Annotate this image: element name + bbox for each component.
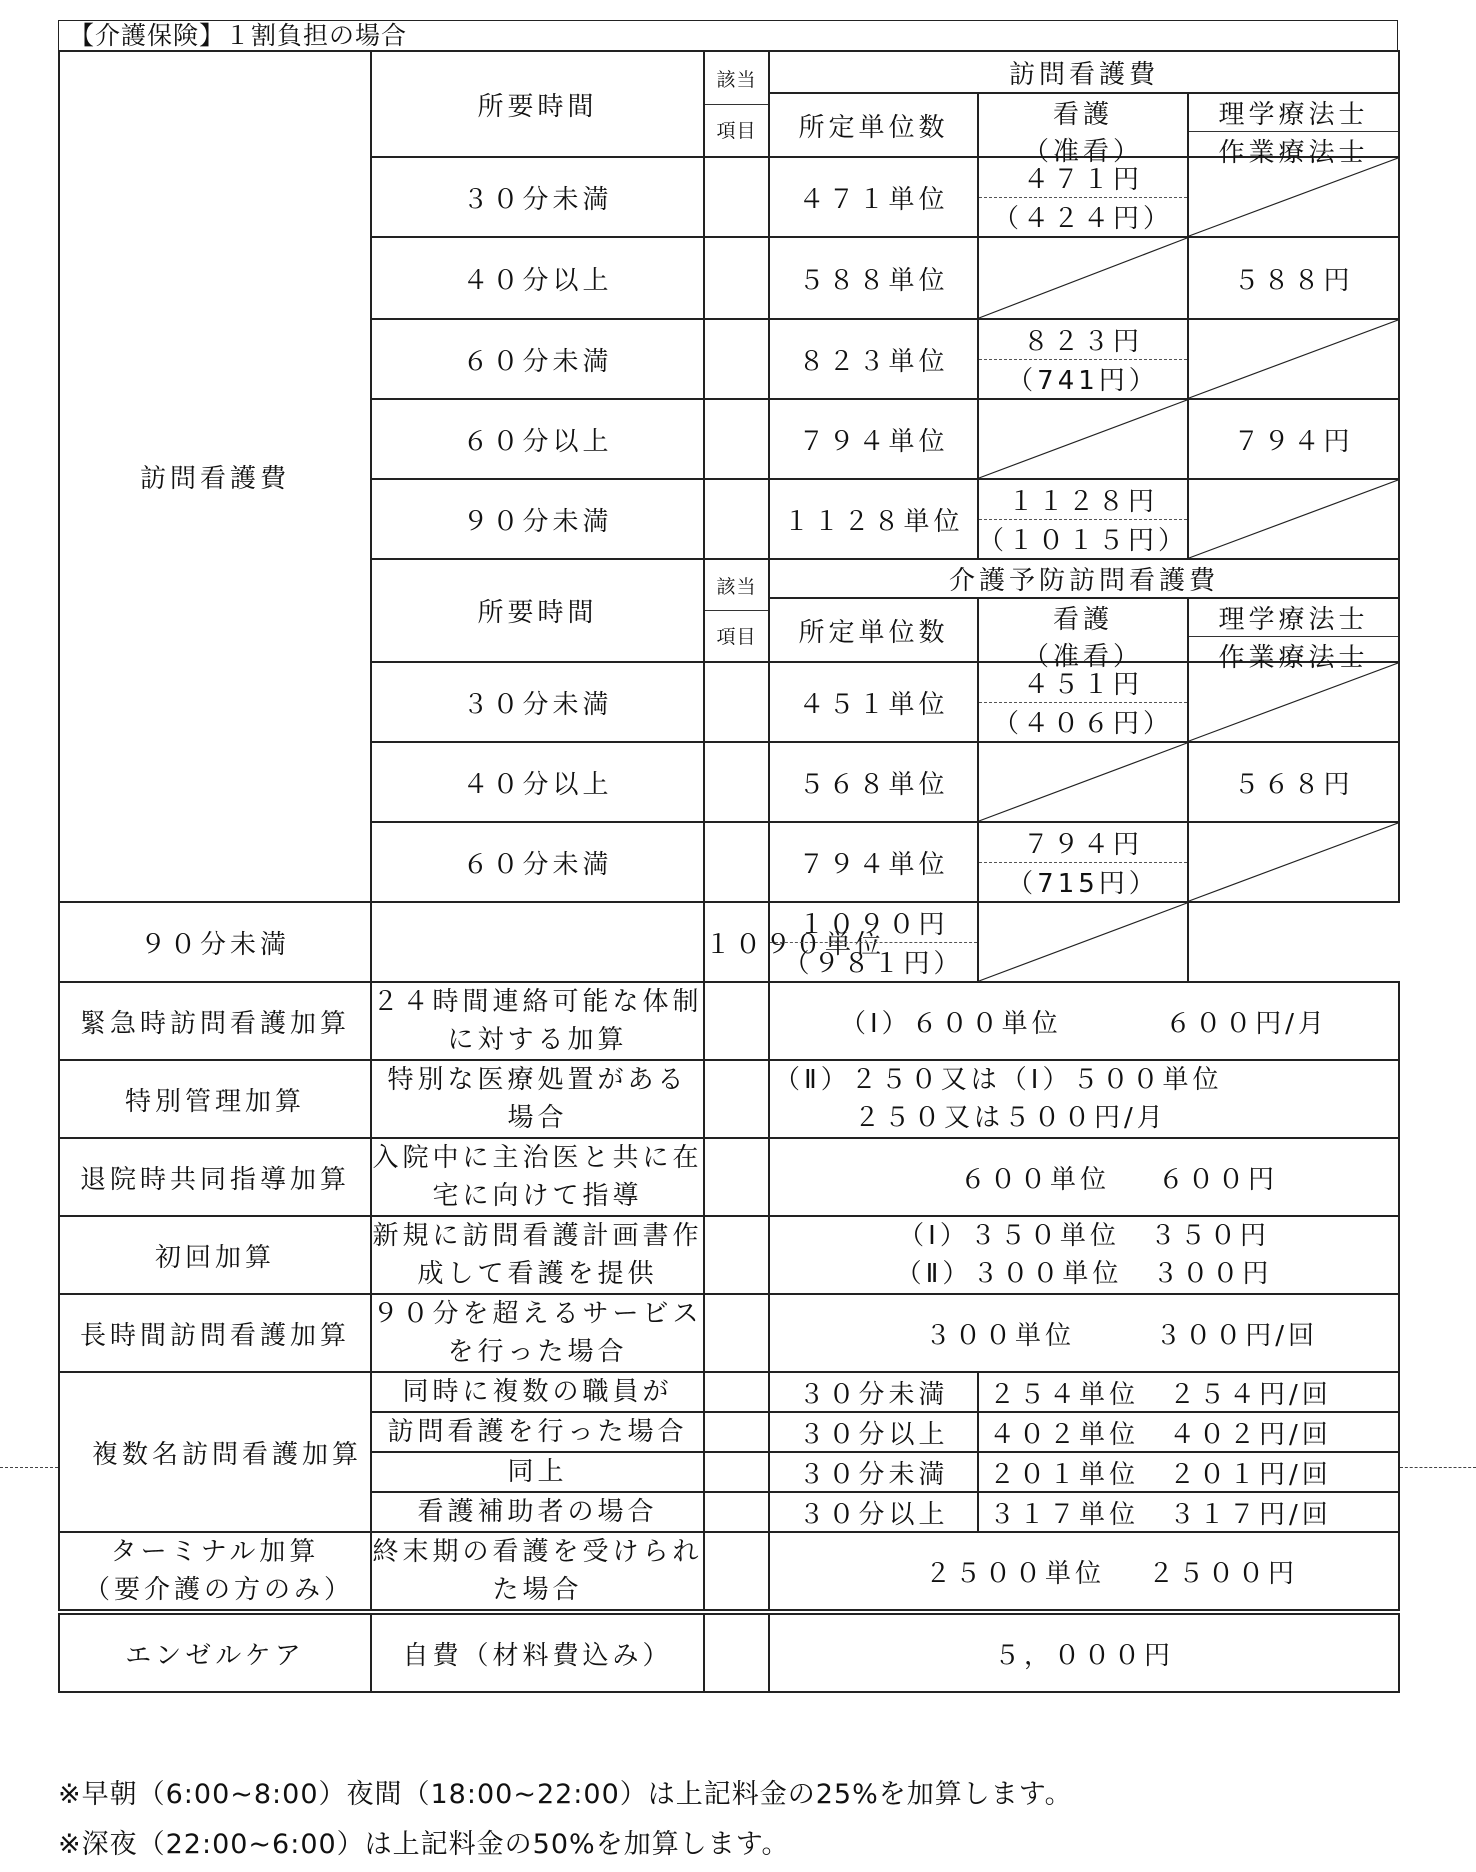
terminal-fee — [769, 1532, 1399, 1612]
terminal-condition: 終末期の看護を受けられ た場合 — [371, 1532, 704, 1612]
long-fee-amount: ３００円/回 — [1155, 1320, 1318, 1351]
applicable-header-2: 項目 — [705, 104, 768, 156]
empty-slash-cell — [1189, 158, 1398, 236]
empty-slash-cell — [979, 903, 1187, 981]
long-row — [59, 1294, 1399, 1372]
applicable-cell — [704, 319, 769, 399]
note-midnight: ※深夜（22:00~6:00）は上記料金の50%を加算します。 — [58, 1829, 790, 1860]
duration-cell: ６０分未満 — [371, 822, 704, 902]
multi-time: ３０分以上 — [769, 1412, 978, 1452]
assoc-nurse-fee: （１０１５円） — [979, 519, 1187, 559]
assoc-nurse-fee: （９８１円） — [770, 942, 977, 982]
special-fee — [769, 1060, 1399, 1138]
applicable-cell — [704, 237, 769, 319]
multi-condition: 同時に複数の職員が — [371, 1372, 704, 1412]
notes — [58, 1770, 1073, 1870]
discharge-fee — [769, 1138, 1399, 1216]
initial-fee — [769, 1216, 1399, 1294]
terminal-row — [59, 1532, 1399, 1612]
special-label: 特別管理加算 — [59, 1060, 371, 1138]
multi-row — [59, 1372, 1399, 1412]
duration-cell: ９０分未満 — [59, 902, 371, 982]
duration-cell: ６０分未満 — [371, 319, 704, 399]
empty-slash-cell — [1189, 480, 1398, 558]
initial-row — [59, 1216, 1399, 1294]
emergency-condition: ２４時間連絡可能な体制 に対する加算 — [371, 982, 704, 1060]
assoc-nurse-header: （准看） — [1022, 642, 1143, 672]
units-header: 所定単位数 — [769, 93, 978, 157]
units-cell: ４５１単位 — [769, 662, 978, 742]
emergency-fee-amount: ６００円/月 — [1165, 1008, 1328, 1039]
duration-cell: ３０分未満 — [371, 662, 704, 742]
special-fee-line-2: ２５０又は５００円/月 — [854, 1103, 1167, 1133]
applicable-header-1: 該当 — [716, 68, 757, 91]
pt-header: 理学療法士 — [1218, 605, 1369, 635]
table-row — [59, 902, 1399, 982]
multi-time: ３０分未満 — [769, 1372, 978, 1412]
terminal-label: ターミナル加算 （要介護の方のみ） — [59, 1532, 371, 1612]
units-cell: １１２８単位 — [769, 479, 978, 559]
emergency-label: 緊急時訪問看護加算 — [59, 982, 371, 1060]
empty-slash-cell — [979, 400, 1187, 478]
applicable-cell — [704, 982, 769, 1060]
long-units: ３００単位 — [925, 1320, 1076, 1351]
multi-fee: ２０１単位 ２０１円/回 — [978, 1452, 1399, 1492]
applicable-cell — [704, 479, 769, 559]
angel-fee: ５，０００円 — [769, 1612, 1399, 1692]
discharge-label: 退院時共同指導加算 — [59, 1138, 371, 1216]
pt-header: 理学療法士 — [1218, 100, 1369, 130]
prevention-duration-header: 所要時間 — [371, 559, 704, 662]
applicable-cell — [704, 1216, 769, 1294]
nurse-fee: ４７１円 — [1022, 164, 1143, 195]
applicable-cell — [704, 742, 769, 822]
applicable-header-2: 項目 — [705, 610, 768, 660]
long-label: 長時間訪問看護加算 — [59, 1294, 371, 1372]
nurse-fee: ４５１円 — [1022, 669, 1143, 700]
applicable-cell — [704, 1138, 769, 1216]
applicable-cell — [704, 1452, 769, 1492]
multi-fee: ３１７単位 ３１７円/回 — [978, 1492, 1399, 1532]
initial-label: 初回加算 — [59, 1216, 371, 1294]
ot-header: 作業療法士 — [1189, 131, 1398, 169]
duration-header: 所要時間 — [371, 51, 704, 157]
right-dashed-line — [1400, 1467, 1476, 1468]
duration-cell: ４０分以上 — [371, 742, 704, 822]
nurse-header: 看護 — [1052, 100, 1113, 130]
emergency-fee — [769, 982, 1399, 1060]
initial-fee-line-2: （Ⅱ）３００単位 ３００円 — [895, 1259, 1273, 1289]
therapist-fee: ５８８円 — [1188, 237, 1399, 319]
long-condition: ９０分を超えるサービス を行った場合 — [371, 1294, 704, 1372]
assoc-nurse-fee: （741円） — [979, 359, 1187, 399]
emergency-row — [59, 982, 1399, 1060]
units-cell: ５６８単位 — [769, 742, 978, 822]
units-header: 所定単位数 — [769, 598, 978, 662]
visit-cost-title: 訪問看護費 — [769, 51, 1399, 93]
applicable-cell — [371, 902, 704, 982]
units-cell: １０９０単位 — [704, 902, 769, 982]
discharge-fee-amount: ６００円 — [1157, 1164, 1278, 1195]
multi-time: ３０分未満 — [769, 1452, 978, 1492]
note-early-night: ※早朝（6:00~8:00）夜間（18:00~22:00）は上記料金の25%を加算します。 — [58, 1779, 1073, 1810]
terminal-fee-amount: ２５００円 — [1147, 1558, 1298, 1589]
nurse-fee: ８２３円 — [1022, 326, 1143, 357]
units-cell: ８２３単位 — [769, 319, 978, 399]
initial-condition: 新規に訪問看護計画書作 成して看護を提供 — [371, 1216, 704, 1294]
visit-section-label: 訪問看護費 — [59, 51, 371, 902]
ot-header: 作業療法士 — [1189, 636, 1398, 674]
empty-slash-cell — [1189, 320, 1398, 398]
multi-condition: 訪問看護を行った場合 — [371, 1412, 704, 1452]
angel-row — [59, 1612, 1399, 1692]
duration-cell: ６０分以上 — [371, 399, 704, 479]
applicable-cell — [704, 157, 769, 237]
multi-condition: 看護補助者の場合 — [371, 1492, 704, 1532]
long-fee — [769, 1294, 1399, 1372]
fee-table — [58, 50, 1400, 1693]
units-cell: ７９４単位 — [769, 399, 978, 479]
prevention-cost-title: 介護予防訪問看護費 — [769, 559, 1399, 598]
angel-label: エンゼルケア — [59, 1612, 371, 1692]
special-condition: 特別な医療処置がある 場合 — [371, 1060, 704, 1138]
multi-fee: ２５４単位 ２５４円/回 — [978, 1372, 1399, 1412]
units-cell: ５８８単位 — [769, 237, 978, 319]
multi-label: 複数名訪問看護加算 — [59, 1372, 371, 1532]
assoc-nurse-header: （准看） — [1022, 137, 1143, 167]
applicable-cell — [704, 1492, 769, 1532]
applicable-cell — [704, 1372, 769, 1412]
nurse-header: 看護 — [1052, 605, 1113, 635]
initial-fee-line-1: （Ⅰ）３５０単位 ３５０円 — [898, 1221, 1270, 1251]
therapist-fee: ７９４円 — [1188, 399, 1399, 479]
applicable-cell — [704, 1294, 769, 1372]
discharge-condition: 入院中に主治医と共に在 宅に向けて指導 — [371, 1138, 704, 1216]
applicable-cell — [704, 822, 769, 902]
applicable-cell — [704, 662, 769, 742]
left-dashed-line — [0, 1467, 58, 1468]
multi-fee: ４０２単位 ４０２円/回 — [978, 1412, 1399, 1452]
nurse-fee: １１２８円 — [1007, 486, 1158, 517]
applicable-cell — [704, 1612, 769, 1692]
applicable-header-1: 該当 — [716, 576, 757, 599]
assoc-nurse-fee: （715円） — [979, 862, 1187, 902]
empty-slash-cell — [1189, 663, 1398, 741]
discharge-units: ６００単位 — [960, 1164, 1111, 1195]
units-cell: ７９４単位 — [769, 822, 978, 902]
discharge-row — [59, 1138, 1399, 1216]
duration-cell: ３０分未満 — [371, 157, 704, 237]
angel-condition: 自費（材料費込み） — [371, 1612, 704, 1692]
terminal-units: ２５００単位 — [925, 1558, 1106, 1589]
applicable-cell — [704, 1060, 769, 1138]
empty-slash-cell — [979, 238, 1187, 318]
multi-condition: 同上 — [371, 1452, 704, 1492]
empty-slash-cell — [979, 743, 1187, 821]
applicable-cell — [704, 1412, 769, 1452]
document-title: 【介護保険】１割負担の場合 — [58, 20, 1398, 50]
duration-cell: ９０分未満 — [371, 479, 704, 559]
applicable-cell — [704, 399, 769, 479]
nurse-fee: ７９４円 — [1022, 829, 1143, 860]
multi-time: ３０分以上 — [769, 1492, 978, 1532]
nurse-fee: １０９０円 — [798, 909, 949, 940]
therapist-fee: ５６８円 — [1188, 742, 1399, 822]
duration-cell: ４０分以上 — [371, 237, 704, 319]
applicable-cell — [704, 1532, 769, 1612]
assoc-nurse-fee: （４２４円） — [979, 197, 1187, 237]
emergency-units: （Ⅰ）６００単位 — [840, 1008, 1062, 1039]
special-row — [59, 1060, 1399, 1138]
assoc-nurse-fee: （４０６円） — [979, 702, 1187, 742]
empty-slash-cell — [1189, 823, 1398, 901]
special-fee-line-1: （Ⅱ）２５０又は（Ⅰ）５００単位 — [774, 1065, 1223, 1095]
units-cell: ４７１単位 — [769, 157, 978, 237]
